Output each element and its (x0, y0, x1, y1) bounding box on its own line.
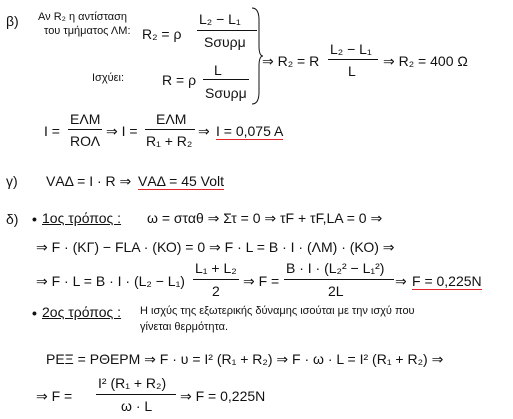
bullet-1: • (32, 211, 37, 227)
way-1-equation: ω = σταθ ⇒ Στ = 0 ⇒ τF + τF,LA = 0 ⇒ (147, 210, 383, 226)
current-lhs: I = (44, 123, 60, 139)
part-b-label: β) (6, 13, 19, 29)
formula-r-fraction-bar (203, 79, 249, 80)
way-2-line-6b: ⇒ F = 0,225N (180, 388, 266, 404)
current-mid: ⇒ I = (106, 123, 138, 139)
holds-label: Ισχύει: (92, 72, 125, 84)
way-1-line-3-frac2-den: 2L (328, 283, 344, 299)
result-r2-value: ⇒ R₂ = 400 Ω (383, 53, 468, 69)
formula-r2-denominator: Sσυρμ (204, 34, 246, 50)
current-arrow: ⇒ (198, 123, 210, 139)
way-1-line-2: ⇒ F · (ΚΓ) − FLA · (ΚΟ) = 0 ⇒ F · L = B · I · (ΛΜ) · (ΚΟ) ⇒ (36, 239, 395, 255)
way-2-line-6a: ⇒ F = (36, 388, 73, 404)
voltage-result: VΑΔ = 45 Volt (138, 173, 225, 189)
way-1-line-3-frac2-bar (284, 279, 394, 280)
way-1-line-3-frac-bar (193, 279, 239, 280)
way-1-line-3b: ⇒ F = (243, 273, 280, 289)
way-1-line-3-frac-den: 2 (212, 283, 220, 299)
way-1-line-3-arrow: ⇒ (395, 273, 407, 289)
formula-r-numerator: L (214, 62, 222, 78)
bullet-2: • (32, 305, 37, 321)
way-2-line-6-num: I² (R₁ + R₂) (98, 375, 167, 391)
way-2-line-6-den: ω · L (121, 398, 153, 414)
formula-r2-numerator: L₂ − L₁ (199, 11, 241, 27)
formula-r2-fraction-bar (197, 30, 257, 31)
part-b-intro-line1: Αν R₂ η αντίσταση (38, 11, 128, 23)
voltage-equation: VΑΔ = I · R ⇒ (46, 173, 132, 189)
current-denominator-2: R₁ + R₂ (146, 133, 193, 149)
way-1-heading: 1ος τρόπος : (42, 210, 122, 226)
part-d-label: δ) (6, 211, 19, 227)
way-1-line-3a: ⇒ F · L = B · I · (L₂ − L₁) (36, 273, 185, 289)
result-r2-denominator: L (348, 63, 356, 79)
current-numerator-2: EΛΜ (156, 111, 187, 127)
current-fraction-bar-2 (145, 129, 195, 130)
way-1-line-3-frac-num: L₁ + L₂ (195, 260, 237, 276)
part-g-label: γ) (6, 173, 18, 189)
formula-r-denominator: Sσυρμ (205, 85, 247, 101)
current-fraction-bar-1 (68, 129, 102, 130)
part-b-intro-line2: του τμήματος ΛΜ: (44, 25, 131, 37)
formula-r-lhs: R = ρ (162, 72, 197, 88)
way-2-text-line-2: γίνεται θερμότητα. (140, 321, 229, 333)
current-denominator-1: RΟΛ (70, 133, 101, 149)
formula-r2-lhs: R₂ = ρ (142, 26, 182, 42)
way-2-heading: 2ος τρόπος : (42, 304, 122, 320)
result-r2-lhs: ⇒ R₂ = R (262, 53, 320, 69)
current-numerator-1: EΛΜ (70, 111, 101, 127)
way-2-text-line-1: Η ισχύς της εξωτερικής δύναμης ισούται με την ισχύ που (140, 305, 415, 317)
current-result: I = 0,075 A (216, 123, 284, 139)
way-2-line-5: PΕΞ = PΘΕΡΜ ⇒ F · υ = I² (R₁ + R₂) ⇒ F · ω · L = I² (R₁ + R₂) ⇒ (46, 351, 444, 367)
way-2-line-6-bar (96, 394, 176, 395)
way-1-line-3-frac2-num: B · I · (L₂² − L₁²) (286, 260, 385, 276)
result-r2-numerator: L₂ − L₁ (330, 41, 372, 57)
result-r2-fraction-bar (328, 59, 378, 60)
way-1-result: F = 0,225N (412, 273, 482, 289)
